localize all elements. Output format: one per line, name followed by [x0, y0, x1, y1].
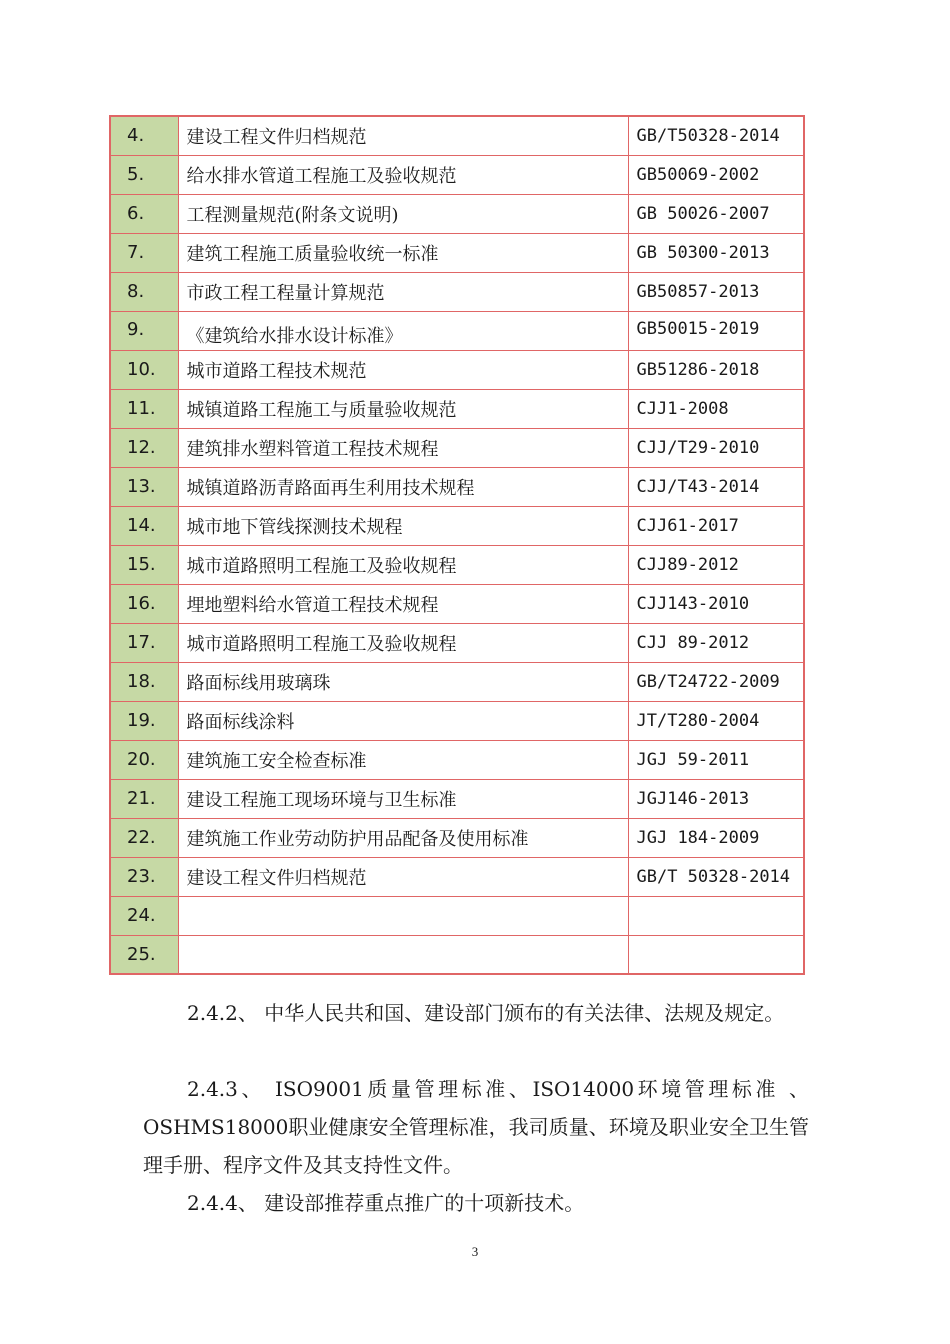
standard-name: 城镇道路沥青路面再生利用技术规程 — [178, 467, 628, 506]
table-row — [110, 662, 804, 701]
standard-code: CJJ89-2012 — [628, 545, 804, 584]
row-number: 16. — [110, 584, 178, 623]
row-number: 13. — [110, 467, 178, 506]
standard-name: 埋地塑料给水管道工程技术规程 — [178, 584, 628, 623]
standard-code — [628, 896, 804, 935]
standard-code: JGJ 59-2011 — [628, 740, 804, 779]
standard-name — [178, 935, 628, 974]
table-row — [110, 857, 804, 896]
table-row — [110, 350, 804, 389]
table-row — [110, 389, 804, 428]
standard-name: 给水排水管道工程施工及验收规范 — [178, 155, 628, 194]
row-number: 22. — [110, 818, 178, 857]
table-row — [110, 311, 804, 350]
row-number: 6. — [110, 194, 178, 233]
row-number: 23. — [110, 857, 178, 896]
table-row — [110, 233, 804, 272]
row-number: 17. — [110, 623, 178, 662]
row-number: 12. — [110, 428, 178, 467]
page-number: 3 — [471, 1244, 479, 1259]
standard-name: 建设工程施工现场环境与卫生标准 — [178, 779, 628, 818]
standard-code: JGJ146-2013 — [628, 779, 804, 818]
standard-code: GB/T50328-2014 — [628, 116, 804, 155]
row-number: 25. — [110, 935, 178, 974]
standard-name: 城市道路工程技术规范 — [178, 350, 628, 389]
standard-code: GB 50300-2013 — [628, 233, 804, 272]
table-row — [110, 194, 804, 233]
table-row — [110, 116, 804, 155]
standard-name: 建筑施工作业劳动防护用品配备及使用标准 — [178, 818, 628, 857]
standard-name: 城市道路照明工程施工及验收规程 — [178, 545, 628, 584]
table-row — [110, 155, 804, 194]
table-row — [110, 467, 804, 506]
standard-code: GB51286-2018 — [628, 350, 804, 389]
standard-code: GB50857-2013 — [628, 272, 804, 311]
standard-name: 《建筑给水排水设计标准》 — [178, 311, 628, 350]
standard-code: JT/T280-2004 — [628, 701, 804, 740]
table-row — [110, 545, 804, 584]
paragraph-2-4-3 — [143, 1070, 809, 1184]
standard-name: 工程测量规范(附条文说明) — [178, 194, 628, 233]
row-number: 15. — [110, 545, 178, 584]
paragraph-2-4-2 — [143, 994, 809, 1032]
standard-code — [628, 935, 804, 974]
paragraph-text: 2.4.4、 建设部推荐重点推广的十项新技术。 — [187, 1191, 585, 1215]
row-number: 9. — [110, 311, 178, 350]
standard-name: 建筑工程施工质量验收统一标准 — [178, 233, 628, 272]
standard-name: 建筑排水塑料管道工程技术规程 — [178, 428, 628, 467]
standard-name — [178, 896, 628, 935]
standard-code: CJJ/T43-2014 — [628, 467, 804, 506]
table-row — [110, 935, 804, 974]
row-number: 21. — [110, 779, 178, 818]
row-number: 24. — [110, 896, 178, 935]
standard-code: CJJ1-2008 — [628, 389, 804, 428]
standard-name: 建筑施工安全检查标准 — [178, 740, 628, 779]
row-number: 7. — [110, 233, 178, 272]
standard-name: 城镇道路工程施工与质量验收规范 — [178, 389, 628, 428]
row-number: 19. — [110, 701, 178, 740]
paragraph-text: 2.4.2、 中华人民共和国、建设部门颁布的有关法律、法规及规定。 — [187, 1001, 785, 1025]
standard-code: GB/T24722-2009 — [628, 662, 804, 701]
row-number: 10. — [110, 350, 178, 389]
standard-code: GB50015-2019 — [628, 311, 804, 350]
standard-code: GB/T 50328-2014 — [628, 857, 804, 896]
table-row — [110, 428, 804, 467]
standard-name: 市政工程工程量计算规范 — [178, 272, 628, 311]
table-row — [110, 506, 804, 545]
table-row — [110, 584, 804, 623]
standard-code: GB50069-2002 — [628, 155, 804, 194]
standard-code: CJJ61-2017 — [628, 506, 804, 545]
table-row — [110, 896, 804, 935]
row-number: 20. — [110, 740, 178, 779]
standard-code: CJJ143-2010 — [628, 584, 804, 623]
table-row — [110, 818, 804, 857]
standards-table — [109, 115, 805, 975]
row-number: 11. — [110, 389, 178, 428]
row-number: 14. — [110, 506, 178, 545]
table-row — [110, 779, 804, 818]
row-number: 4. — [110, 116, 178, 155]
table-row — [110, 623, 804, 662]
standard-code: GB 50026-2007 — [628, 194, 804, 233]
table-row — [110, 701, 804, 740]
table-row — [110, 740, 804, 779]
row-number: 8. — [110, 272, 178, 311]
standard-code: JGJ 184-2009 — [628, 818, 804, 857]
standard-name: 建设工程文件归档规范 — [178, 857, 628, 896]
paragraph-text: 2.4.3、 ISO9001质量管理标准、ISO14000环境管理标准 、OSHMS18000职业健康安全管理标准，我司质量、环境及职业安全卫生管理手册、程序文件及其支持性文件。 — [143, 1077, 809, 1177]
standard-name: 建设工程文件归档规范 — [178, 116, 628, 155]
standard-name: 城市地下管线探测技术规程 — [178, 506, 628, 545]
row-number: 18. — [110, 662, 178, 701]
paragraph-2-4-4 — [143, 1184, 809, 1222]
table-row — [110, 272, 804, 311]
standard-code: CJJ 89-2012 — [628, 623, 804, 662]
standard-name: 城市道路照明工程施工及验收规程 — [178, 623, 628, 662]
standard-name: 路面标线用玻璃珠 — [178, 662, 628, 701]
standard-code: CJJ/T29-2010 — [628, 428, 804, 467]
standard-name: 路面标线涂料 — [178, 701, 628, 740]
row-number: 5. — [110, 155, 178, 194]
